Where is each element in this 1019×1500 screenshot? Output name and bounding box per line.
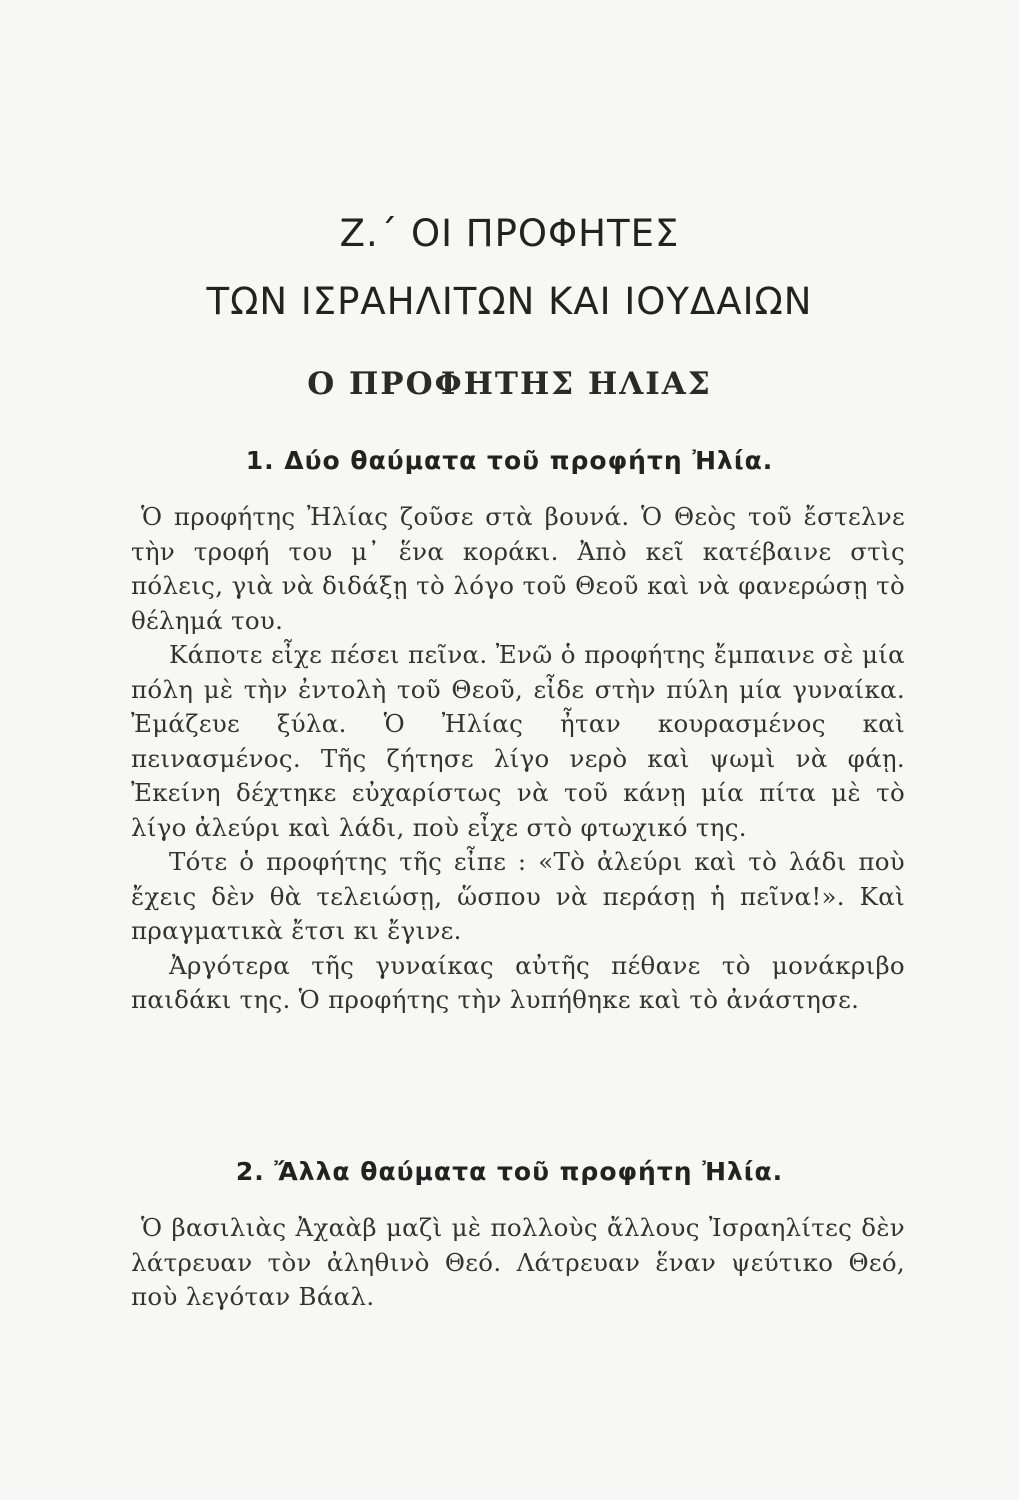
paragraph: Ὁ προφήτης Ἠλίας ζοῦσε στὰ βουνά. Ὁ Θεὸς τοῦ ἔστελνε τὴν τροφή του μ᾽ ἕνα κοράκι. Ἀπὸ κεῖ κατέβαινε στὶς πόλεις, γιὰ νὰ διδάξῃ τὸ λόγο τοῦ Θεοῦ καὶ νὰ φανερώσῃ τὸ θέλημά του. (131, 502, 905, 635)
section-heading-1: 1. Δύο θαύματα τοῦ προφήτη Ἠλία. (245, 446, 774, 475)
paragraph: Τότε ὁ προφήτης τῆς εἶπε : «Τὸ ἀλεύρι καὶ τὸ λάδι ποὺ ἔχεις δὲν θὰ τελειώσῃ, ὥσπου νὰ περάσῃ ἡ πεῖνα!». Καὶ πραγματικὰ ἔτσι κι ἔγινε. (131, 847, 905, 945)
section-1-body (131, 500, 905, 1018)
paragraph: Ὁ βασιλιὰς Ἀχαὰβ μαζὶ μὲ πολλοὺς ἄλλους Ἰσραηλίτες δὲν λάτρευαν τὸν ἀληθινὸ Θεό. Λάτρευαν ἕναν ψεύτικο Θεό, ποὺ λεγόταν Βάαλ. (131, 1213, 905, 1311)
paragraph: Ἀργότερα τῆς γυναίκας αὐτῆς πέθανε τὸ μονάκριβο παιδάκι της. Ὁ προφήτης τὴν λυπήθηκε καὶ τὸ ἀνάστησε. (131, 950, 905, 1014)
section-2-body (131, 1211, 905, 1315)
chapter-title-line-1: Ζ.΄ ΟΙ ΠΡΟΦΗΤΕΣ (339, 212, 680, 255)
chapter-title-line-2: ΤΩΝ ΙΣΡΑΗΛΙΤΩΝ ΚΑΙ ΙΟΥΔΑΙΩΝ (206, 280, 813, 323)
section-heading-2: 2. Ἄλλα θαύματα τοῦ προφήτη Ἠλία. (235, 1157, 784, 1186)
prophet-title: Ο ΠΡΟΦΗΤΗΣ ΗΛΙΑΣ (307, 366, 712, 402)
paragraph: Κάποτε εἶχε πέσει πεῖνα. Ἐνῶ ὁ προφήτης ἔμπαινε σὲ μία πόλη μὲ τὴν ἐντολὴ τοῦ Θεοῦ, εἶδε στὴν πύλη μία γυναίκα. Ἐμάζευε ξύλα. Ὁ Ἠλίας ἦταν κουρασμένος καὶ πεινασμένος. Τῆς ζήτησε λίγο νερὸ καὶ ψωμὶ νὰ φάῃ. Ἐκείνη δέχτηκε εὐχαρίστως νὰ τοῦ κάνῃ μία πίτα μὲ τὸ λίγο ἀλεύρι καὶ λάδι, ποὺ εἶχε στὸ φτωχικό της. (131, 640, 905, 842)
